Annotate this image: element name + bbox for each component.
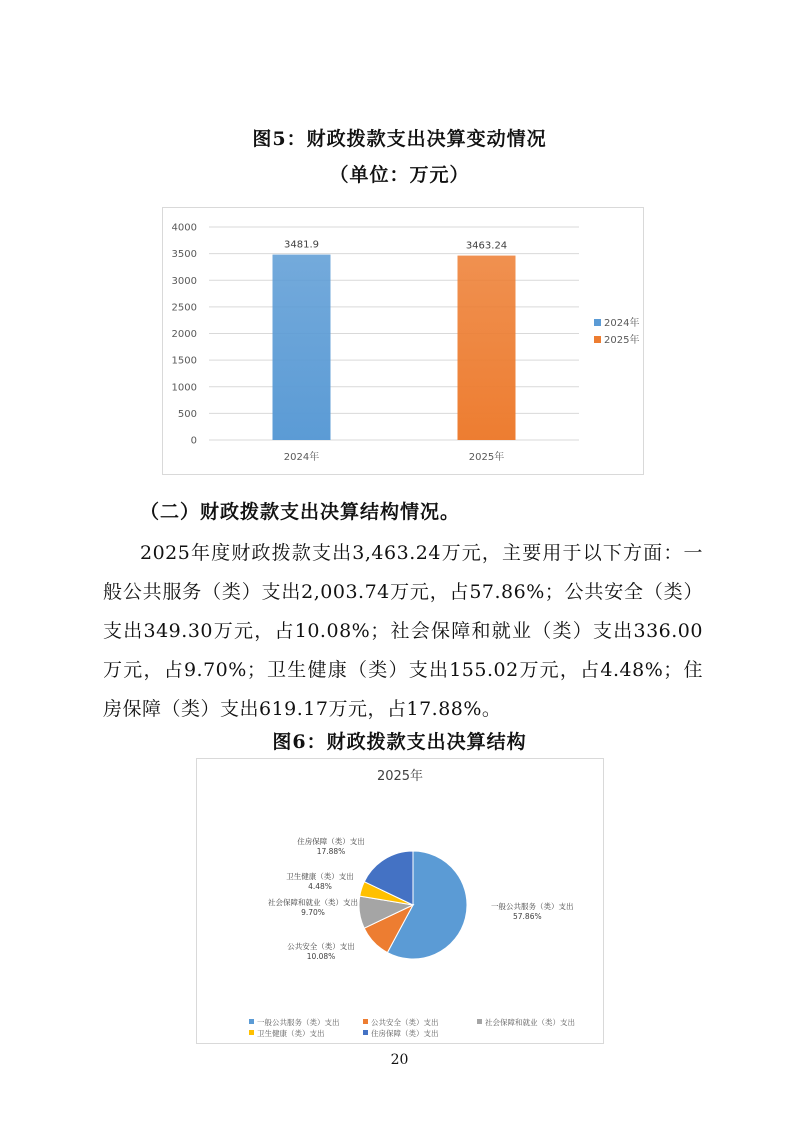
figure5-title: 图5：财政拨款支出决算变动情况 — [252, 128, 547, 150]
slice-name-label: 社会保障和就业（类）支出 — [268, 898, 358, 907]
data-label: 3481.9 — [284, 239, 319, 251]
paragraph-line: 支出349.30万元，占10.08%；社会保障和就业（类）支出336.00 — [103, 620, 703, 642]
slice-value-label: 57.86% — [513, 912, 542, 921]
paragraph-line: 般公共服务（类）支出2,003.74万元，占57.86%；公共安全（类） — [103, 581, 703, 603]
page-number: 20 — [390, 1052, 409, 1068]
slice-name-label: 卫生健康（类）支出 — [286, 872, 354, 881]
legend-label: 卫生健康（类）支出 — [257, 1029, 325, 1038]
pie-title: 2025年 — [376, 769, 424, 784]
legend-swatch — [363, 1019, 368, 1024]
y-tick-label: 1000 — [171, 382, 197, 394]
legend-swatch — [477, 1019, 482, 1024]
slice-value-label: 9.70% — [301, 908, 325, 917]
legend-label: 社会保障和就业（类）支出 — [485, 1018, 575, 1027]
y-tick-label: 3000 — [171, 275, 197, 287]
legend-label: 2024年 — [604, 318, 640, 329]
y-tick-label: 2000 — [171, 329, 197, 340]
legend-swatch — [249, 1019, 254, 1024]
legend-swatch — [594, 319, 601, 326]
legend-swatch — [594, 336, 601, 343]
slice-name-label: 住房保障（类）支出 — [297, 837, 365, 846]
legend-label: 公共安全（类）支出 — [371, 1018, 439, 1027]
pie-chart — [197, 759, 603, 1043]
section-heading: （二）财政拨款支出决算结构情况。 — [140, 501, 461, 523]
bar — [273, 255, 331, 440]
y-tick-label: 1500 — [171, 355, 197, 367]
slice-value-label: 17.88% — [316, 847, 346, 856]
legend-swatch — [363, 1030, 368, 1035]
slice-value-label: 4.48% — [308, 882, 332, 891]
y-tick-label: 4000 — [171, 222, 197, 234]
legend-label: 2025年 — [604, 335, 640, 346]
slice-name-label: 一般公共服务（类）支出 — [491, 902, 574, 911]
y-tick-label: 2500 — [171, 302, 197, 314]
bar — [458, 256, 516, 440]
paragraph-line: 房保障（类）支出619.17万元，占17.88%。 — [103, 698, 502, 720]
bar-chart-frame — [162, 207, 644, 475]
slice-value-label: 10.08% — [306, 952, 336, 961]
legend-swatch — [249, 1030, 254, 1035]
legend-label: 一般公共服务（类）支出 — [257, 1018, 340, 1027]
pie-chart-frame — [196, 758, 604, 1044]
slice-name-label: 公共安全（类）支出 — [287, 942, 355, 951]
paragraph-line: 万元，占9.70%；卫生健康（类）支出155.02万元，占4.48%；住 — [103, 659, 703, 681]
legend-label: 住房保障（类）支出 — [371, 1029, 439, 1038]
figure5-unit: （单位：万元） — [329, 164, 470, 186]
y-tick-label: 500 — [177, 408, 197, 420]
y-tick-label: 0 — [190, 435, 197, 447]
x-tick-label: 2024年 — [283, 452, 320, 463]
y-tick-label: 3500 — [171, 249, 197, 261]
figure6-title: 图6：财政拨款支出决算结构 — [272, 731, 527, 753]
data-label: 3463.24 — [465, 240, 508, 252]
x-tick-label: 2025年 — [468, 452, 505, 463]
paragraph-line: 2025年度财政拨款支出3,463.24万元，主要用于以下方面：一 — [140, 542, 703, 564]
bar-chart — [163, 208, 643, 474]
